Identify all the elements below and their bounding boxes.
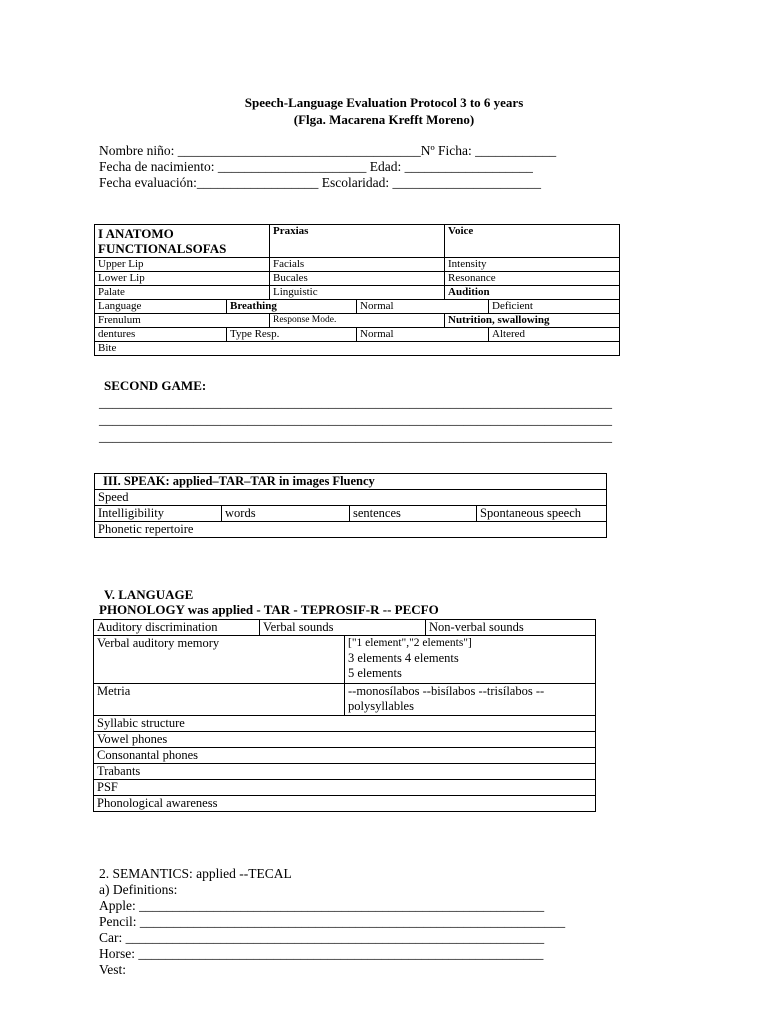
blank-line[interactable]: ____________________________________________________________________________ [99,395,612,410]
table-cell: Trabants [94,764,596,780]
anatomo-functional-table [94,224,620,356]
table-cell: Response Mode. [270,314,445,328]
table-cell: Vowel phones [94,732,596,748]
table-cell: sentences [350,506,477,522]
table-cell: Bucales [270,272,445,286]
table-cell: Upper Lip [95,258,270,272]
definition-car-field[interactable]: Car: ______________________________________________________________ [99,930,545,945]
table-cell: Intelligibility [95,506,222,522]
blank-line[interactable]: ____________________________________________________________________________ [99,429,612,444]
table-cell: Metria [94,684,345,716]
table-cell: Type Resp. [227,328,357,342]
nutrition-header: Nutrition, swallowing [445,314,620,328]
blank-line[interactable]: ____________________________________________________________________________ [99,412,612,427]
voice-header: Voice [445,225,620,258]
definition-vest-field[interactable]: Vest: [99,962,126,977]
table-cell: Resonance [445,272,620,286]
evaluation-date-field[interactable]: Fecha evaluación:__________________ Escolaridad: ______________________ [99,175,542,190]
table-cell: Language [95,300,227,314]
section-v-title: V. LANGUAGE [104,587,194,602]
praxias-header: Praxias [270,225,445,258]
semantics-title: 2. SEMANTICS: applied --TECAL [99,866,292,881]
table-cell: Auditory discrimination [94,620,260,636]
section-i-title: I ANATOMO FUNCTIONALSOFAS [95,225,270,258]
section-iii-title: III. SPEAK: applied–TAR–TAR in images Fluency [95,474,607,490]
table-cell: Verbal auditory memory [94,636,345,684]
table-cell: Syllabic structure [94,716,596,732]
table-cell: Lower Lip [95,272,270,286]
table-cell: Normal [357,328,489,342]
table-cell: dentures [95,328,227,342]
memory-options [345,636,596,684]
table-cell: Phonetic repertoire [95,522,607,538]
table-cell: words [222,506,350,522]
definitions-subtitle: a) Definitions: [99,882,178,897]
document-title: Speech-Language Evaluation Protocol 3 to 6 years [244,95,524,110]
metria-options: --monosílabos --bisílabos --trisílabos --polysyllables [345,684,596,716]
table-cell: Palate [95,286,270,300]
table-cell: Linguistic [270,286,445,300]
memory-line: ["1 element","2 elements"] [348,637,472,649]
table-cell: Intensity [445,258,620,272]
document-author: (Flga. Macarena Krefft Moreno) [293,112,475,127]
audition-header: Audition [445,286,620,300]
table-cell: Facials [270,258,445,272]
table-cell: Deficient [489,300,620,314]
table-cell: Verbal sounds [260,620,426,636]
memory-line: 3 elements 4 elements [348,651,459,665]
table-cell: Consonantal phones [94,748,596,764]
definition-pencil-field[interactable]: Pencil: _______________________________________________________________ [99,914,566,929]
table-cell: Phonological awareness [94,796,596,812]
table-cell: PSF [94,780,596,796]
child-name-field[interactable]: Nombre niño: ____________________________________Nº Ficha: ____________ [99,143,557,158]
table-cell: Normal [357,300,489,314]
table-cell: Bite [95,342,620,356]
table-cell: Speed [95,490,607,506]
table-cell: Non-verbal sounds [426,620,596,636]
table-cell: Spontaneous speech [477,506,607,522]
speak-table [94,473,607,538]
table-cell: Frenulum [95,314,270,328]
phonology-subtitle: PHONOLOGY was applied - TAR - TEPROSIF-R -- PECFO [99,602,439,617]
section-ii-title: SECOND GAME: [104,378,207,393]
memory-line: 5 elements [348,666,402,680]
breathing-header: Breathing [227,300,357,314]
birth-date-field[interactable]: Fecha de nacimiento: ______________________ Edad: ___________________ [99,159,533,174]
language-table [93,619,596,812]
definition-horse-field[interactable]: Horse: ____________________________________________________________ [99,946,544,961]
table-cell: Altered [489,328,620,342]
definition-apple-field[interactable]: Apple: ____________________________________________________________ [99,898,545,913]
